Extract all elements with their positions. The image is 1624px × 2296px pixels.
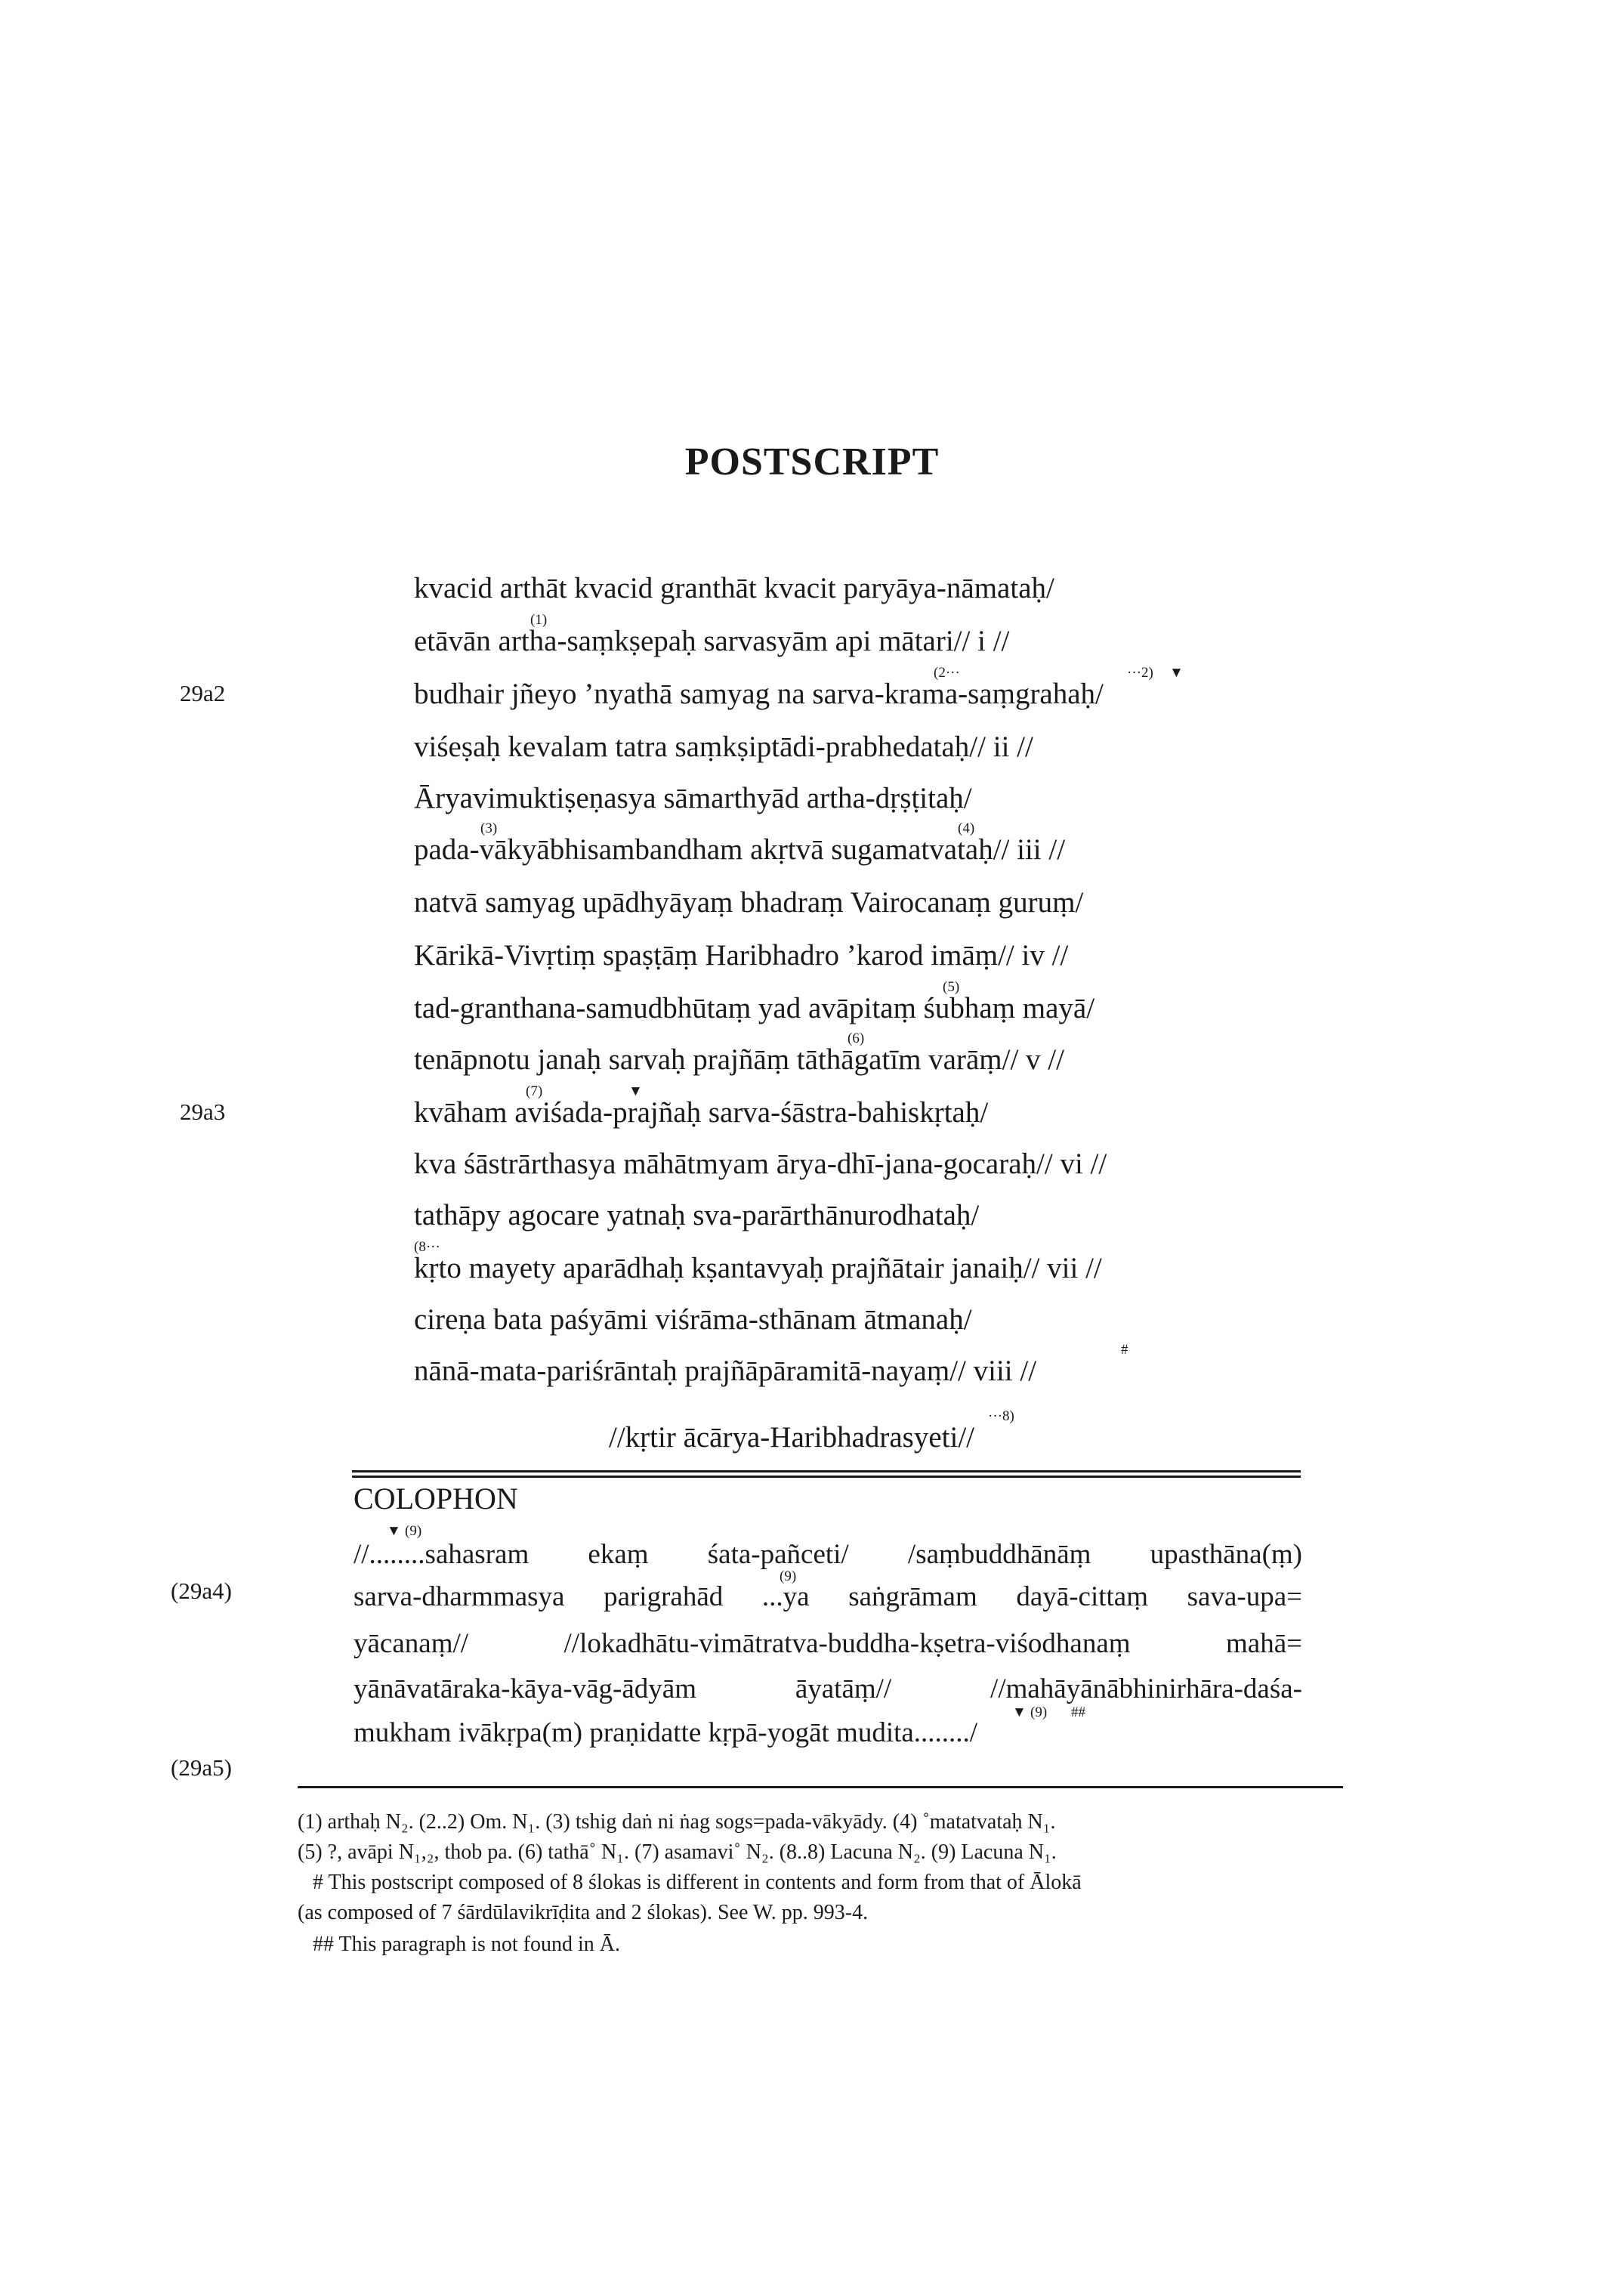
margin-ref-29a3: 29a3 — [180, 1099, 226, 1125]
footnote-line-3: # This postscript composed of 8 ślokas is different in contents and form from that of Ālokā — [313, 1871, 1082, 1894]
triangle-icon: ▼ — [387, 1523, 401, 1539]
colophon-line-2: sarva-dharmmasya parigrahād ...ya saṅgrāmam dayā-cittaṃ sava-upa= — [354, 1581, 1302, 1612]
verse-line-7: natvā samyag upādhyāyaṃ bhadraṃ Vairocanaṃ guruṃ/ — [414, 886, 1084, 919]
note-marker-9: (9) — [405, 1523, 422, 1539]
verse-line-2: etāvān artha-saṃkṣepaḥ sarvasyām api mātari// i // — [414, 625, 1010, 657]
note-marker-8-end: ···8) — [988, 1408, 1014, 1424]
double-hash-marker: ## — [1071, 1704, 1085, 1720]
colophon-line-1: //........sahasram ekaṃ śata-pañceti/ /saṃbuddhānāṃ upasthāna(ṃ) — [354, 1539, 1302, 1570]
margin-ref-29a4: (29a4) — [171, 1578, 232, 1604]
triangle-icon: ▼ — [1012, 1704, 1027, 1720]
footnote-line-2: (5) ?, avāpi N₁,₂, thob pa. (6) tathā˚ N₁. (7) asamavi˚ N₂. (8..8) Lacuna N₂. (9) Lacuna N₁. — [298, 1840, 1057, 1864]
note-marker-8-start: (8··· — [414, 1239, 440, 1255]
note-marker-2-start: (2··· — [934, 665, 960, 681]
section-divider — [352, 1470, 1301, 1478]
verse-line-16: nānā-mata-pariśrāntaḥ prajñāpāramitā-nayaṃ// viii // — [414, 1355, 1037, 1387]
margin-ref-29a5: (29a5) — [171, 1754, 232, 1781]
footnote-line-1: (1) arthaḥ N₂. (2..2) Om. N₁. (3) tshig daṅ ni ṅag sogs=pada-vākyādy. (4) ˚matatvataḥ N₁. — [298, 1810, 1056, 1834]
triangle-icon: ▼ — [628, 1083, 643, 1099]
verse-line-3: budhair jñeyo ’nyathā samyag na sarva-krama-saṃgrahaḥ/ — [414, 678, 1104, 710]
colophon-line-5: mukham ivākṛpa(m) praṇidatte kṛpā-yogāt mudita......../ — [354, 1717, 978, 1748]
verse-line-8: Kārikā-Vivṛtiṃ spaṣṭāṃ Haribhadro ’karod imāṃ// iv // — [414, 939, 1069, 972]
verse-line-13: tathāpy agocare yatnaḥ sva-parārthānurodhataḥ/ — [414, 1199, 980, 1231]
verse-line-5: Āryavimuktiṣeṇasya sāmarthyād artha-dṛṣṭitaḥ/ — [414, 782, 972, 814]
note-marker-2-end: ···2) — [1127, 665, 1153, 681]
note-marker-3: (3) — [480, 820, 498, 836]
hash-marker: # — [1121, 1342, 1128, 1358]
page-title: POSTSCRIPT — [684, 440, 940, 484]
note-marker-9: (9) — [780, 1568, 797, 1584]
verse-line-9: tad-granthana-samudbhūtaṃ yad avāpitaṃ śubhaṃ mayā/ — [414, 992, 1095, 1024]
verse-line-1: kvacid arthāt kvacid granthāt kvacit paryāya-nāmataḥ/ — [414, 572, 1054, 604]
verse-line-12: kva śāstrārthasya māhātmyam ārya-dhī-jana-gocaraḥ// vi // — [414, 1148, 1107, 1180]
verse-line-15: cireṇa bata paśyāmi viśrāma-sthānam ātmanaḥ/ — [414, 1303, 972, 1336]
margin-ref-29a2: 29a2 — [180, 680, 226, 706]
verse-line-14: kṛto mayety aparādhaḥ kṣantavyaḥ prajñātair janaiḥ// vii // — [414, 1252, 1102, 1284]
footnote-line-4: (as composed of 7 śārdūlavikrīḍita and 2 ślokas). See W. pp. 993-4. — [298, 1901, 869, 1924]
footnote-line-5: ## This paragraph is not found in Ā. — [313, 1933, 620, 1956]
verse-line-10: tenāpnotu janaḥ sarvaḥ prajñāṃ tāthāgatīm varāṃ// v // — [414, 1043, 1064, 1076]
note-marker-9: (9) — [1030, 1704, 1048, 1720]
triangle-icon: ▼ — [1169, 665, 1184, 681]
note-marker-1: (1) — [530, 612, 548, 628]
verse-line-6: pada-vākyābhisambandham akṛtvā sugamatvataḥ// iii // — [414, 833, 1066, 866]
note-marker-6: (6) — [848, 1031, 865, 1046]
note-marker-5: (5) — [943, 979, 960, 995]
closing-line: //kṛtir ācārya-Haribhadrasyeti// — [609, 1421, 975, 1454]
verse-line-4: viśeṣaḥ kevalam tatra saṃkṣiptādi-prabhedataḥ// ii // — [414, 731, 1033, 763]
verse-line-11: kvāham aviśada-prajñaḥ sarva-śāstra-bahiskṛtaḥ/ — [414, 1096, 989, 1129]
footnote-divider — [298, 1786, 1343, 1788]
note-marker-7: (7) — [526, 1083, 543, 1099]
colophon-heading: COLOPHON — [354, 1482, 518, 1516]
note-marker-4: (4) — [958, 820, 975, 836]
colophon-line-3: yācanaṃ// //lokadhātu-vimātratva-buddha-kṣetra-viśodhanaṃ mahā= — [354, 1628, 1302, 1659]
colophon-line-4: yānāvatāraka-kāya-vāg-ādyām āyatāṃ// //mahāyānābhinirhāra-daśa- — [354, 1673, 1302, 1704]
